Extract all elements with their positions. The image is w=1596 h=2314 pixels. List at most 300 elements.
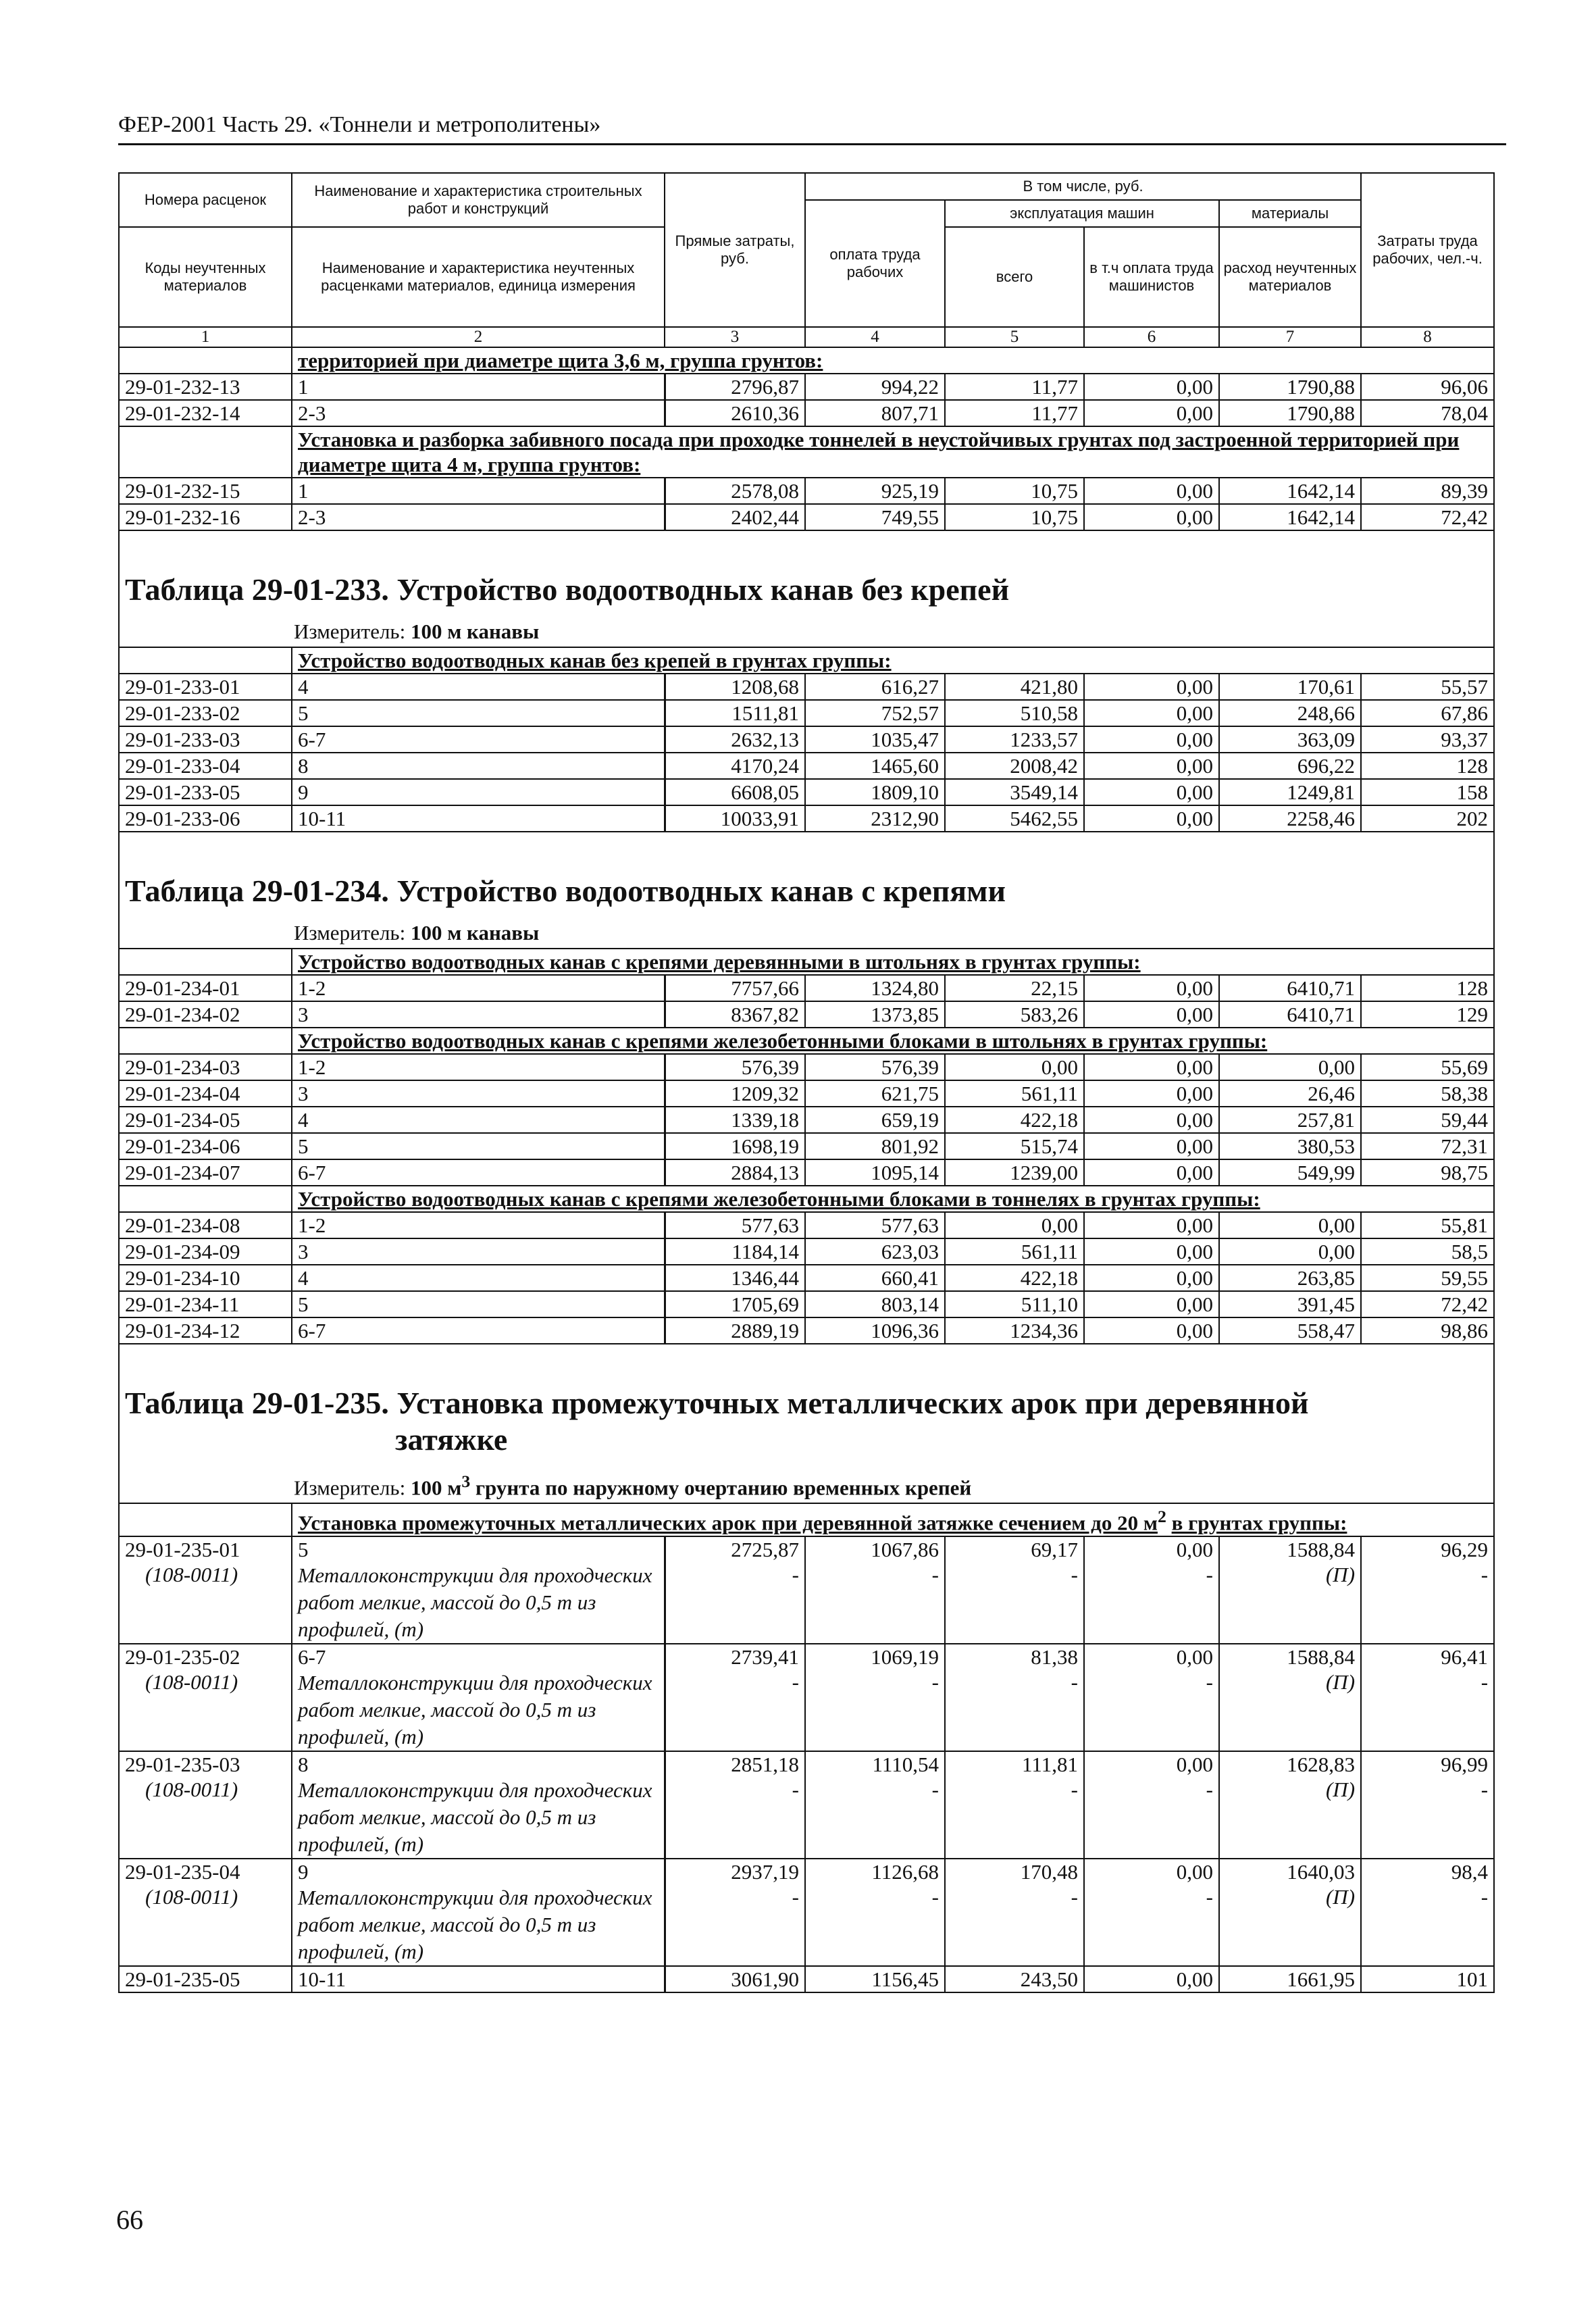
cell-labor-pay: 994,22 — [805, 374, 945, 400]
cell-direct-cost: 1705,69 — [665, 1291, 805, 1317]
cell-labor-hours: 67,86 — [1361, 700, 1494, 726]
cell-name — [292, 1859, 665, 1966]
dash: - — [931, 1777, 939, 1801]
rate-code: 29-01-235-03 — [125, 1752, 240, 1776]
table-row — [119, 1080, 1494, 1107]
table-row — [119, 1966, 1494, 1992]
table-row — [119, 975, 1494, 1001]
col5-header: всего — [945, 227, 1084, 327]
cell-labor-hours: 72,42 — [1361, 1291, 1494, 1317]
cell-labor-hours: 96,06 — [1361, 374, 1494, 400]
table-row — [119, 1291, 1494, 1317]
material-description: Металлоконструкции для проходческих работ мелкие, массой до 0,5 т из профилей, (т) — [298, 1778, 652, 1856]
cell-labor-pay: 807,71 — [805, 400, 945, 426]
dash: - — [1481, 1777, 1489, 1801]
dash: - — [1206, 1562, 1213, 1586]
cell-labor-pay: 1809,10 — [805, 779, 945, 805]
cell-value — [945, 1859, 1084, 1966]
cell-operators-pay: 0,00 — [1084, 1080, 1219, 1107]
value: 1067,86 — [871, 1537, 939, 1561]
table-row — [119, 753, 1494, 779]
cell-materials: 2258,46 — [1219, 805, 1361, 832]
cell-machines-total: 583,26 — [945, 1001, 1084, 1028]
cell-name: 4 — [292, 1265, 665, 1291]
cell-direct-cost: 10033,91 — [665, 805, 805, 832]
cell-code: 29-01-234-12 — [119, 1317, 292, 1344]
value: 2725,87 — [731, 1537, 799, 1561]
cell-materials: 391,45 — [1219, 1291, 1361, 1317]
cell-direct-cost: 1209,32 — [665, 1080, 805, 1107]
group-header: В том числе, руб. — [805, 173, 1361, 200]
cell-materials: 1642,14 — [1219, 478, 1361, 504]
cell-code: 29-01-232-14 — [119, 400, 292, 426]
value: 96,29 — [1441, 1537, 1489, 1561]
dash: - — [1206, 1669, 1213, 1694]
dash: - — [931, 1562, 939, 1586]
cell-name: 6-7 — [292, 1159, 665, 1186]
table-title: Таблица 29-01-234. Устройство водоотводных канав с крепями — [119, 832, 1494, 920]
table-row — [119, 1212, 1494, 1238]
cell-name: 2-3 — [292, 400, 665, 426]
cell-operators-pay: 0,00 — [1084, 1001, 1219, 1028]
cell-labor-pay: 1035,47 — [805, 726, 945, 753]
cell-direct-cost: 8367,82 — [665, 1001, 805, 1028]
cell-labor-hours: 89,39 — [1361, 478, 1494, 504]
cell-labor-pay: 1156,45 — [805, 1966, 945, 1992]
cell-direct-cost: 1698,19 — [665, 1133, 805, 1159]
table-row — [119, 1001, 1494, 1028]
cell-materials: 0,00 — [1219, 1238, 1361, 1265]
cell-code: 29-01-234-05 — [119, 1107, 292, 1133]
value: 1126,68 — [871, 1859, 939, 1884]
value: 2739,41 — [731, 1644, 799, 1669]
cell-machines-total: 243,50 — [945, 1966, 1084, 1992]
cell-operators-pay: 0,00 — [1084, 374, 1219, 400]
cell-labor-hours — [1361, 1536, 1494, 1644]
cell-operators-pay: 0,00 — [1084, 805, 1219, 832]
cell-machines-total: 0,00 — [945, 1054, 1084, 1080]
cell-code — [119, 1644, 292, 1751]
col6-header: в т.ч оплата труда машинистов — [1084, 227, 1219, 327]
cell-name — [292, 1536, 665, 1644]
material-code: (108-0011) — [145, 1884, 238, 1909]
dash: - — [931, 1884, 939, 1909]
cell-name: 10-11 — [292, 805, 665, 832]
cell-value — [665, 1536, 805, 1644]
value: 0,00 — [1176, 1752, 1213, 1776]
cell-labor-pay: 2312,90 — [805, 805, 945, 832]
cell-operators-pay: 0,00 — [1084, 1212, 1219, 1238]
machines-header: эксплуатация машин — [945, 200, 1219, 227]
cell-direct-cost: 1511,81 — [665, 700, 805, 726]
table-row — [119, 700, 1494, 726]
cell-machines-total: 3549,14 — [945, 779, 1084, 805]
cell-name: 1-2 — [292, 1212, 665, 1238]
table-row — [119, 1644, 1494, 1751]
material-code: (108-0011) — [145, 1777, 238, 1801]
cell-value — [805, 1536, 945, 1644]
cell-materials: 263,85 — [1219, 1265, 1361, 1291]
cell-machines-total: 11,77 — [945, 374, 1084, 400]
cell-code: 29-01-234-11 — [119, 1291, 292, 1317]
cell-name: 5 — [292, 1291, 665, 1317]
cell-machines-total: 10,75 — [945, 504, 1084, 530]
cell-value — [805, 1751, 945, 1859]
cell-operators-pay: 0,00 — [1084, 700, 1219, 726]
value: 170,48 — [1020, 1859, 1078, 1884]
cell-code: 29-01-234-09 — [119, 1238, 292, 1265]
col4-header: оплата труда рабочих — [805, 200, 945, 327]
column-number: 5 — [945, 327, 1084, 347]
cell-operators-pay: 0,00 — [1084, 779, 1219, 805]
cell-materials: 248,66 — [1219, 700, 1361, 726]
value: 1110,54 — [872, 1752, 939, 1776]
column-number: 2 — [292, 327, 665, 347]
cell-labor-hours: 59,55 — [1361, 1265, 1494, 1291]
cell-code: 29-01-234-01 — [119, 975, 292, 1001]
cell-materials: 26,46 — [1219, 1080, 1361, 1107]
cell-labor-hours: 128 — [1361, 975, 1494, 1001]
cell-code: 29-01-234-03 — [119, 1054, 292, 1080]
cell-name: 8 — [292, 753, 665, 779]
material-description: Металлоконструкции для проходческих работ мелкие, массой до 0,5 т из профилей, (т) — [298, 1563, 652, 1641]
table-row — [119, 1265, 1494, 1291]
material-mark: (П) — [1325, 1562, 1356, 1586]
cell-code: 29-01-233-03 — [119, 726, 292, 753]
cell-machines-total: 1234,36 — [945, 1317, 1084, 1344]
cell-labor-hours: 202 — [1361, 805, 1494, 832]
table-row — [119, 805, 1494, 832]
table-row — [119, 674, 1494, 700]
table-232-continuation — [119, 347, 1494, 530]
cell-value — [1084, 1644, 1219, 1751]
cell-labor-hours: 59,44 — [1361, 1107, 1494, 1133]
table-row — [119, 1751, 1494, 1859]
cell-machines-total: 561,11 — [945, 1238, 1084, 1265]
dash: - — [1481, 1669, 1489, 1694]
value: 0,00 — [1176, 1859, 1213, 1884]
table-row — [119, 779, 1494, 805]
cell-machines-total: 515,74 — [945, 1133, 1084, 1159]
cell-name: 3 — [292, 1001, 665, 1028]
cell-code: 29-01-232-13 — [119, 374, 292, 400]
table-row — [119, 478, 1494, 504]
cell-labor-pay: 749,55 — [805, 504, 945, 530]
value: 1640,03 — [1287, 1859, 1356, 1884]
cell-code: 29-01-234-07 — [119, 1159, 292, 1186]
cell-name: 9 — [292, 779, 665, 805]
cell-labor-hours: 158 — [1361, 779, 1494, 805]
dash: - — [1481, 1562, 1489, 1586]
dash: - — [1071, 1669, 1078, 1694]
cell-labor-pay: 576,39 — [805, 1054, 945, 1080]
cell-code — [119, 1751, 292, 1859]
value: 1588,84 — [1287, 1644, 1356, 1669]
cell-code: 29-01-233-06 — [119, 805, 292, 832]
value: 1628,83 — [1287, 1752, 1356, 1776]
cell-operators-pay: 0,00 — [1084, 400, 1219, 426]
section-title: Устройство водоотводных канав с крепями деревянными в штольнях в грунтах группы: — [292, 949, 1494, 975]
dash: - — [931, 1669, 939, 1694]
cell-labor-pay: 621,75 — [805, 1080, 945, 1107]
cell-operators-pay: 0,00 — [1084, 726, 1219, 753]
dash: - — [1206, 1884, 1213, 1909]
section-title: Установка промежуточных металлических арок при деревянной затяжке сечением до 20 $м^2$ в грунтах группы: — [292, 1503, 1494, 1536]
col1-top-header: Номера расценок — [119, 173, 292, 227]
cell-labor-hours: 93,37 — [1361, 726, 1494, 753]
table-row — [119, 726, 1494, 753]
col2-bottom-header: Наименование и характеристика неучтенных расценками материалов, единица измерения — [292, 227, 665, 327]
material-mark: (П) — [1325, 1777, 1356, 1801]
cell-labor-pay: 616,27 — [805, 674, 945, 700]
cell-machines-total: 561,11 — [945, 1080, 1084, 1107]
cell-name: 10-11 — [292, 1966, 665, 1992]
table-233 — [119, 530, 1494, 832]
material-description: Металлоконструкции для проходческих работ мелкие, массой до 0,5 т из профилей, (т) — [298, 1885, 652, 1963]
soil-group: 9 — [298, 1859, 309, 1884]
page-number: 66 — [116, 2205, 143, 2235]
cell-operators-pay: 0,00 — [1084, 1054, 1219, 1080]
material-code: (108-0011) — [145, 1669, 238, 1694]
dash: - — [1071, 1777, 1078, 1801]
cell-name — [292, 1751, 665, 1859]
cell-name: 1 — [292, 374, 665, 400]
cell-materials: 0,00 — [1219, 1212, 1361, 1238]
cell-name: 2-3 — [292, 504, 665, 530]
table-row — [119, 400, 1494, 426]
cell-value — [665, 1859, 805, 1966]
cell-code: 29-01-234-02 — [119, 1001, 292, 1028]
col3-header: Прямые затраты, руб. — [665, 173, 805, 327]
table-row — [119, 374, 1494, 400]
cell-direct-cost: 2578,08 — [665, 478, 805, 504]
col8-header: Затраты труда рабочих, чел.-ч. — [1361, 173, 1494, 327]
material-code: (108-0011) — [145, 1562, 238, 1586]
cell-labor-hours: 129 — [1361, 1001, 1494, 1028]
dash: - — [792, 1669, 799, 1694]
cell-materials: 170,61 — [1219, 674, 1361, 700]
value: 98,4 — [1451, 1859, 1489, 1884]
cell-value — [1084, 1536, 1219, 1644]
cell-labor-pay: 801,92 — [805, 1133, 945, 1159]
cell-labor-hours: 78,04 — [1361, 400, 1494, 426]
cell-code — [119, 1859, 292, 1966]
cell-name: 4 — [292, 1107, 665, 1133]
cell-code: 29-01-233-02 — [119, 700, 292, 726]
cell-labor-pay: 577,63 — [805, 1212, 945, 1238]
col7-header: расход неучтенных материалов — [1219, 227, 1361, 327]
section-title: Установка и разборка забивного посада при проходке тоннелей в неустойчивых грунтах под застроенной территорией при диаметре щита 4 м, группа грунтов: — [292, 426, 1494, 478]
cell-name: 3 — [292, 1080, 665, 1107]
cell-labor-hours — [1361, 1751, 1494, 1859]
table-title: Таблица 29-01-233. Устройство водоотводных канав без крепей — [119, 530, 1494, 619]
cell-labor-hours — [1361, 1644, 1494, 1751]
cell-direct-cost: 2402,44 — [665, 504, 805, 530]
cell-direct-cost: 2884,13 — [665, 1159, 805, 1186]
cell-code: 29-01-234-04 — [119, 1080, 292, 1107]
cell-direct-cost: 4170,24 — [665, 753, 805, 779]
cell-direct-cost: 1184,14 — [665, 1238, 805, 1265]
cell-labor-hours: 98,86 — [1361, 1317, 1494, 1344]
cell-operators-pay: 0,00 — [1084, 1238, 1219, 1265]
dash: - — [792, 1884, 799, 1909]
cell-operators-pay: 0,00 — [1084, 1966, 1219, 1992]
cell-labor-pay: 660,41 — [805, 1265, 945, 1291]
cell-materials: 363,09 — [1219, 726, 1361, 753]
cell-materials: 1642,14 — [1219, 504, 1361, 530]
cell-direct-cost: 1339,18 — [665, 1107, 805, 1133]
cell-operators-pay: 0,00 — [1084, 1159, 1219, 1186]
cell-materials: 380,53 — [1219, 1133, 1361, 1159]
section-title: Устройство водоотводных канав с крепями железобетонными блоками в тоннелях в грунтах группы: — [292, 1186, 1494, 1212]
value: 0,00 — [1176, 1644, 1213, 1669]
value: 96,99 — [1441, 1752, 1489, 1776]
cell-code: 29-01-233-04 — [119, 753, 292, 779]
cell-name: 6-7 — [292, 726, 665, 753]
cell-materials: 1790,88 — [1219, 374, 1361, 400]
document-header: ФЕР-2001 Часть 29. «Тоннели и метрополитены» — [118, 112, 1506, 145]
value: 0,00 — [1176, 1537, 1213, 1561]
cell-name: 3 — [292, 1238, 665, 1265]
cell-labor-pay: 623,03 — [805, 1238, 945, 1265]
column-number: 7 — [1219, 327, 1361, 347]
cell-labor-pay: 752,57 — [805, 700, 945, 726]
section-title: территорией при диаметре щита 3,6 м, группа грунтов: — [292, 347, 1494, 374]
cell-labor-hours: 98,75 — [1361, 1159, 1494, 1186]
cell-value — [1084, 1859, 1219, 1966]
cell-labor-hours: 55,81 — [1361, 1212, 1494, 1238]
cell-machines-total: 22,15 — [945, 975, 1084, 1001]
table-234 — [119, 832, 1494, 1344]
cell-machines-total: 1233,57 — [945, 726, 1084, 753]
cell-operators-pay: 0,00 — [1084, 1317, 1219, 1344]
cell-value — [665, 1751, 805, 1859]
dash: - — [792, 1777, 799, 1801]
cell-value — [1084, 1751, 1219, 1859]
cell-materials: 1661,95 — [1219, 1966, 1361, 1992]
cell-labor-pay: 1095,14 — [805, 1159, 945, 1186]
cell-labor-hours: 72,31 — [1361, 1133, 1494, 1159]
cell-materials: 549,99 — [1219, 1159, 1361, 1186]
measure-unit: Измеритель: 100 м канавы — [119, 619, 1494, 647]
cell-labor-hours: 58,38 — [1361, 1080, 1494, 1107]
cell-direct-cost: 2610,36 — [665, 400, 805, 426]
value: 2937,19 — [731, 1859, 799, 1884]
cell-value — [945, 1644, 1084, 1751]
cell-name: 1 — [292, 478, 665, 504]
cell-direct-cost: 6608,05 — [665, 779, 805, 805]
cell-direct-cost: 3061,90 — [665, 1966, 805, 1992]
cell-name: 1-2 — [292, 975, 665, 1001]
cell-materials: 696,22 — [1219, 753, 1361, 779]
table-row — [119, 1859, 1494, 1966]
cell-direct-cost: 576,39 — [665, 1054, 805, 1080]
cell-labor-pay: 1096,36 — [805, 1317, 945, 1344]
col2-top-header: Наименование и характеристика строительных работ и конструкций — [292, 173, 665, 227]
soil-group: 6-7 — [298, 1644, 326, 1669]
material-mark: (П) — [1325, 1884, 1356, 1909]
cell-labor-hours: 101 — [1361, 1966, 1494, 1992]
value: 111,81 — [1022, 1752, 1078, 1776]
col1-bottom-header: Коды неучтенных материалов — [119, 227, 292, 327]
cell-labor-hours: 72,42 — [1361, 504, 1494, 530]
cell-labor-pay: 659,19 — [805, 1107, 945, 1133]
cell-direct-cost: 1346,44 — [665, 1265, 805, 1291]
table-row — [119, 1133, 1494, 1159]
cell-labor-pay: 1324,80 — [805, 975, 945, 1001]
cell-name: 5 — [292, 1133, 665, 1159]
rate-code: 29-01-235-04 — [125, 1859, 240, 1884]
cell-value — [805, 1644, 945, 1751]
table-title: Таблица 29-01-235. Установка промежуточных металлических арок при деревянной затяжке — [119, 1344, 1494, 1469]
cell-labor-pay: 1465,60 — [805, 753, 945, 779]
cell-operators-pay: 0,00 — [1084, 975, 1219, 1001]
cell-value — [805, 1859, 945, 1966]
cell-direct-cost: 2796,87 — [665, 374, 805, 400]
cell-machines-total: 510,58 — [945, 700, 1084, 726]
table-head — [119, 173, 1494, 347]
cell-machines-total: 5462,55 — [945, 805, 1084, 832]
cell-machines-total: 10,75 — [945, 478, 1084, 504]
cell-code: 29-01-233-05 — [119, 779, 292, 805]
cell-materials — [1219, 1536, 1361, 1644]
cell-materials: 0,00 — [1219, 1054, 1361, 1080]
cell-name — [292, 1644, 665, 1751]
section-title: Устройство водоотводных канав без крепей в грунтах группы: — [292, 647, 1494, 674]
cell-materials — [1219, 1751, 1361, 1859]
cell-machines-total: 511,10 — [945, 1291, 1084, 1317]
cell-materials: 558,47 — [1219, 1317, 1361, 1344]
cell-labor-hours: 55,69 — [1361, 1054, 1494, 1080]
column-number: 8 — [1361, 327, 1494, 347]
cell-machines-total: 11,77 — [945, 400, 1084, 426]
cell-operators-pay: 0,00 — [1084, 1291, 1219, 1317]
cell-materials: 257,81 — [1219, 1107, 1361, 1133]
cell-operators-pay: 0,00 — [1084, 1133, 1219, 1159]
cell-code — [119, 1536, 292, 1644]
rate-code: 29-01-235-01 — [125, 1537, 240, 1561]
table-row — [119, 504, 1494, 530]
cell-labor-hours: 128 — [1361, 753, 1494, 779]
cell-machines-total: 2008,42 — [945, 753, 1084, 779]
cell-machines-total: 421,80 — [945, 674, 1084, 700]
cell-machines-total: 1239,00 — [945, 1159, 1084, 1186]
cell-value — [665, 1644, 805, 1751]
cell-materials — [1219, 1644, 1361, 1751]
material-mark: (П) — [1325, 1669, 1356, 1694]
cell-code: 29-01-232-16 — [119, 504, 292, 530]
rate-code: 29-01-235-02 — [125, 1644, 240, 1669]
dash: - — [1071, 1562, 1078, 1586]
cell-operators-pay: 0,00 — [1084, 1265, 1219, 1291]
table-row — [119, 1054, 1494, 1080]
column-number: 4 — [805, 327, 945, 347]
cell-code: 29-01-235-05 — [119, 1966, 292, 1992]
measure-unit: Измеритель: 100 м канавы — [119, 920, 1494, 949]
cell-materials: 1249,81 — [1219, 779, 1361, 805]
table-row — [119, 1238, 1494, 1265]
value: 96,41 — [1441, 1644, 1489, 1669]
soil-group: 5 — [298, 1537, 309, 1561]
cell-machines-total: 422,18 — [945, 1107, 1084, 1133]
cell-labor-hours: 58,5 — [1361, 1238, 1494, 1265]
value: 1588,84 — [1287, 1537, 1356, 1561]
cell-code: 29-01-234-10 — [119, 1265, 292, 1291]
cell-operators-pay: 0,00 — [1084, 674, 1219, 700]
cell-code: 29-01-234-06 — [119, 1133, 292, 1159]
cell-labor-pay: 1373,85 — [805, 1001, 945, 1028]
materials-header: материалы — [1219, 200, 1361, 227]
